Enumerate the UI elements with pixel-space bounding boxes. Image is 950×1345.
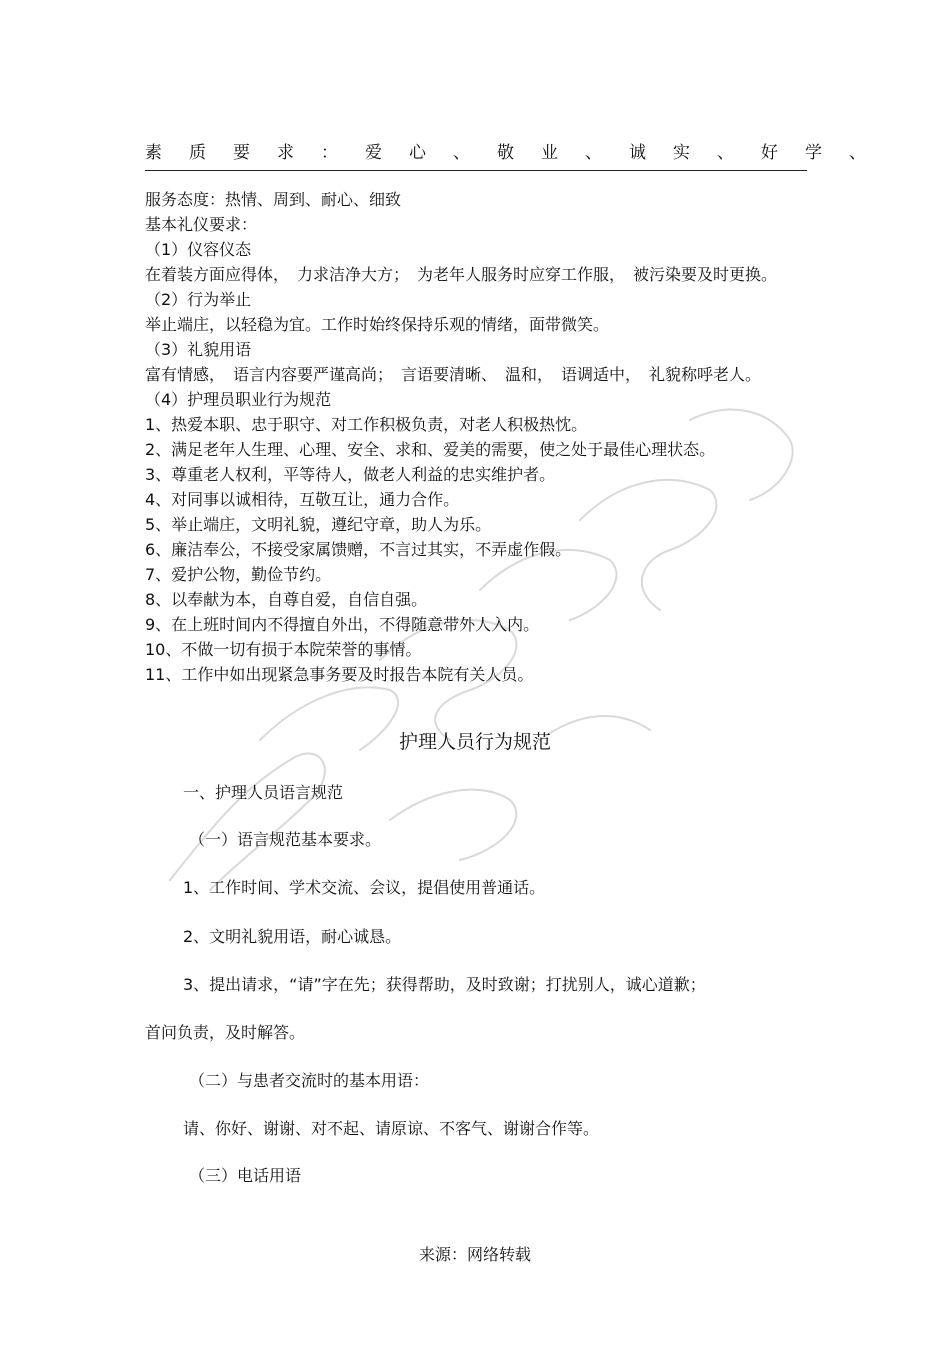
list-item-continuation: 首问负责，及时解答。 <box>145 1023 306 1042</box>
section-heading: 一、护理人员语言规范 <box>183 783 344 802</box>
list-item: 2、满足老年人生理、心理、安全、求和、爱美的需要，使之处于最佳心理状态。 <box>145 440 716 459</box>
text-line: 举止端庄，以轻稳为宜。工作时始终保持乐观的情绪，面带微笑。 <box>145 315 610 334</box>
list-item: 7、爱护公物，勤俭节约。 <box>145 565 332 584</box>
list-item: 3、提出请求，“请”字在先；获得帮助，及时致谢；打扰别人，诚心道歉； <box>183 975 706 994</box>
subsection-heading: （一）语言规范基本要求。 <box>189 830 382 849</box>
list-item: 10、不做一切有损于本院荣誉的事情。 <box>145 640 422 659</box>
subsection-heading: （三）电话用语 <box>189 1166 302 1185</box>
text-line: （1）仪容仪态 <box>145 240 252 259</box>
header-quality-requirements: 素质要求：爱心、敬业、诚实、好学、 <box>145 140 807 171</box>
list-item: 2、文明礼貌用语，耐心诚恳。 <box>183 927 402 946</box>
subsection-heading: （二）与患者交流时的基本用语： <box>189 1071 430 1090</box>
list-item: 8、以奉献为本，自尊自爱，自信自强。 <box>145 590 428 609</box>
text-line: （3）礼貌用语 <box>145 340 252 359</box>
footer-source: 来源：网络转载 <box>418 1245 531 1264</box>
list-item: 4、对同事以诚相待，互敬互让，通力合作。 <box>145 490 460 509</box>
list-item: 6、廉洁奉公，不接受家属馈赠，不言过其实，不弄虚作假。 <box>145 540 572 559</box>
text-line: 基本礼仪要求： <box>145 215 258 234</box>
list-item: 11、工作中如出现紧急事务要及时报告本院有关人员。 <box>145 665 534 684</box>
list-item: 1、工作时间、学术交流、会议，提倡使用普通话。 <box>183 878 546 897</box>
text-paragraph: 在着装方面应得体， 力求洁净大方； 为老年人服务时应穿工作服， 被污染要及时更换。 <box>145 265 778 284</box>
list-item: 1、热爱本职、忠于职守、对工作积极负责，对老人积极热忱。 <box>145 415 588 434</box>
text-line: 服务态度：热情、周到、耐心、细致 <box>145 190 402 209</box>
section-title: 护理人员行为规范 <box>398 731 551 753</box>
list-item: 3、尊重老人权利，平等待人，做老人利益的忠实维护者。 <box>145 465 556 484</box>
text-line: （4）护理员职业行为规范 <box>145 390 332 409</box>
text-line: 请、你好、谢谢、对不起、请原谅、不客气、谢谢合作等。 <box>183 1119 600 1138</box>
list-item: 9、在上班时间内不得擅自外出，不得随意带外人入内。 <box>145 615 540 634</box>
list-item: 5、举止端庄，文明礼貌，遵纪守章，助人为乐。 <box>145 515 492 534</box>
upper-text-block <box>145 187 810 687</box>
text-line: 富有情感， 语言内容要严谨高尚； 言语要清晰、 温和， 语调适中， 礼貌称呼老人。 <box>145 365 762 384</box>
text-line: （2）行为举止 <box>145 290 252 309</box>
